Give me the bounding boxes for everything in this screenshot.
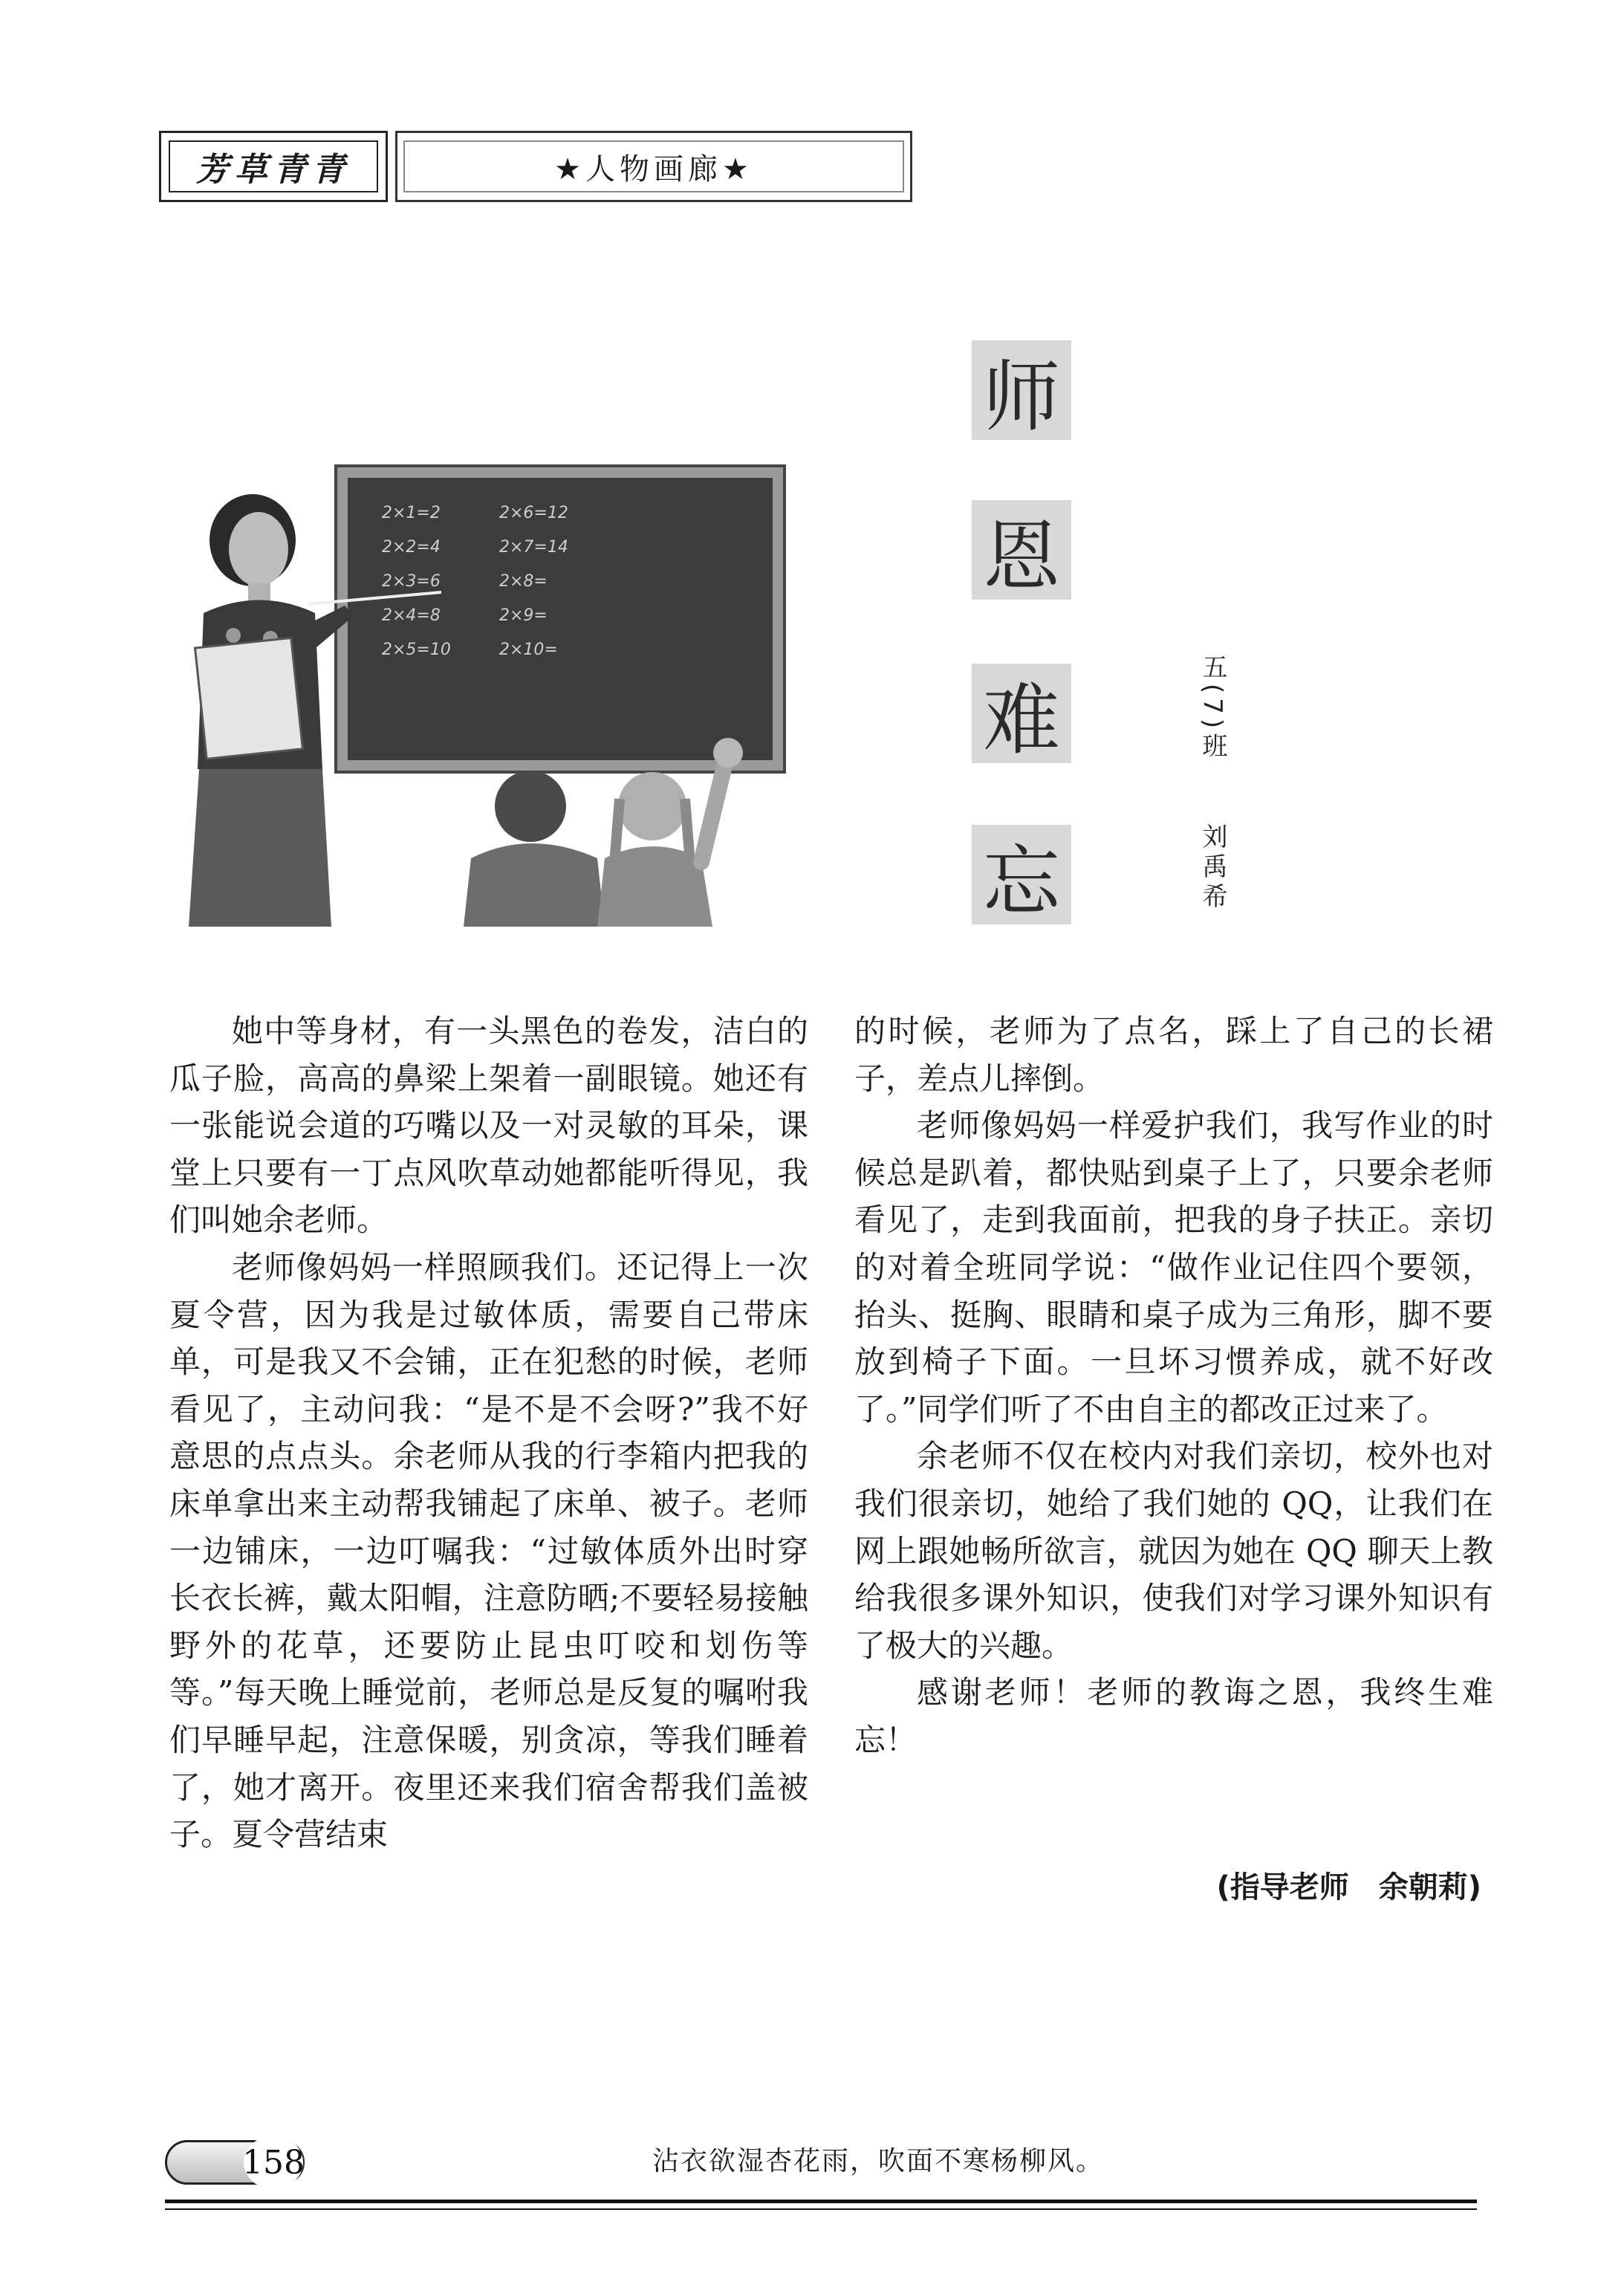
- teacher-classroom-illustration: [159, 457, 792, 927]
- author-name: 刘禹希: [1198, 823, 1227, 913]
- column-name: ★人物画廊★: [403, 140, 904, 192]
- board-equation: 2×10=: [499, 641, 558, 659]
- title-char: 师: [972, 340, 1071, 440]
- body-paragraph: 她中等身材，有一头黑色的卷发，洁白的瓜子脸，高高的鼻梁上架着一副眼镜。她还有一张能说会道的巧嘴以及一对灵敏的耳朵，课堂上只要有一丁点风吹草动她都能听得见，我们叫她余老师。: [169, 1013, 808, 1239]
- footer-quote: 沾衣欲湿杏花雨，吹面不寒杨柳风。: [652, 2146, 1105, 2176]
- title-char: 难: [972, 664, 1071, 763]
- footer-rule-thin: [165, 2208, 1477, 2210]
- board-equation: 2×3=6: [382, 572, 441, 591]
- title-char: 恩: [972, 500, 1071, 600]
- board-equation: 2×5=10: [382, 641, 451, 659]
- section-header-box: [159, 131, 388, 202]
- board-equation: 2×9=: [499, 606, 548, 625]
- body-paragraph: 的时候，老师为了点名，踩上了自己的长裙子，差点儿摔倒。: [854, 1013, 1493, 1097]
- body-right-column: [854, 1008, 1493, 1764]
- board-equation: 2×7=14: [499, 538, 568, 557]
- body-paragraph: 余老师不仅在校内对我们亲切，校外也对我们很亲切，她给了我们她的 QQ，让我们在网上跟她畅所欲言，就因为她在 QQ 聊天上教给我很多课外知识，使我们对学习课外知识有了极大的兴趣。: [854, 1438, 1493, 1664]
- advisor-credit: (指导老师 余朝莉): [1216, 1870, 1481, 1905]
- body-paragraph: 老师像妈妈一样照顾我们。还记得上一次夏令营，因为我是过敏体质，需要自己带床单，可是我又不会铺，正在犯愁的时候，老师看见了，主动问我：“是不是不会呀?”我不好意思的点点头。余老师从我的行李箱内把我的床单拿出来主动帮我铺起了床单、被子。老师一边铺床，一边叮嘱我：“过敏体质外出时穿长衣长裤，戴太阳帽，注意防晒;不要轻易接触野外的花草，还要防止昆虫叮咬和划伤等等。”每天晚上睡觉前，老师总是反复的嘱咐我们早睡早起，注意保暖，别贪凉，等我们睡着了，她才离开。夜里还来我们宿舍帮我们盖被子。夏令营结束: [169, 1248, 808, 1853]
- class-label: 五(7)班: [1198, 654, 1227, 763]
- body-paragraph: 感谢老师！老师的教诲之恩，我终生难忘！: [854, 1674, 1493, 1758]
- body-left-column: [169, 1008, 808, 1858]
- board-equation: 2×6=12: [499, 504, 568, 522]
- board-equation: 2×2=4: [382, 538, 441, 557]
- page-number: 158: [244, 2136, 303, 2189]
- footer-rule: [165, 2200, 1477, 2203]
- section-name: 芳草青青: [169, 140, 378, 192]
- body-paragraph: 老师像妈妈一样爱护我们，我写作业的时候总是趴着，都快贴到桌子上了，只要余老师看见了，走到我面前，把我的身子扶正。亲切的对着全班同学说：“做作业记住四个要领，抬头、挺胸、眼睛和桌子成为三角形，脚不要放到椅子下面。一旦坏习惯养成，就不好改了。”同学们听了不由自主的都改正过来了。: [854, 1107, 1493, 1427]
- board-equation: 2×4=8: [382, 606, 441, 625]
- column-header-box: [395, 131, 912, 202]
- title-char: 忘: [972, 825, 1071, 924]
- board-equation: 2×1=2: [382, 504, 441, 522]
- board-equation: 2×8=: [499, 572, 548, 591]
